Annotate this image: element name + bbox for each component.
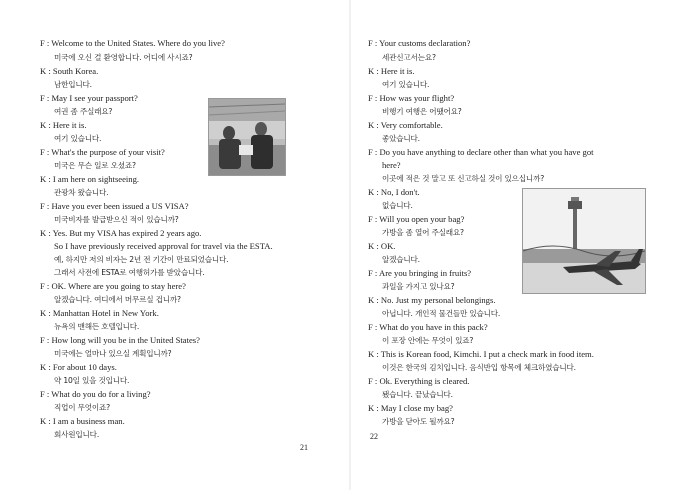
dialogue-line-english: K : OK. bbox=[368, 241, 396, 251]
dialogue-line-korean: 이곳에 적은 것 말고 또 신고하실 것이 있으십니까? bbox=[382, 174, 545, 183]
dialogue-line-korean: 여권 좀 주실래요? bbox=[54, 107, 113, 116]
airport-photo bbox=[522, 188, 646, 294]
dialogue-line-english: K : I am a business man. bbox=[40, 416, 125, 426]
dialogue-line-english: K : Here it is. bbox=[368, 66, 415, 76]
dialogue-line-english: K : No, I don't. bbox=[368, 187, 420, 197]
dialogue-line-korean: 약 10일 있을 것입니다. bbox=[54, 376, 130, 385]
dialogue-line-english: F : OK. Where are you going to stay here? bbox=[40, 281, 186, 291]
right-page bbox=[350, 0, 700, 490]
dialogue-line-korean: 관광차 왔습니다. bbox=[54, 188, 109, 197]
dialogue-line-korean: 좋았습니다. bbox=[382, 134, 420, 143]
dialogue-line-korean: 알겠습니다. 여디에서 머무르실 겁니까? bbox=[54, 295, 181, 304]
dialogue-line-english: K : Yes. But my VISA has expired 2 years ago. bbox=[40, 228, 202, 238]
dialogue-line-english: K : Manhattan Hotel in New York. bbox=[40, 308, 159, 318]
dialogue-line-english: F : How was your flight? bbox=[368, 93, 455, 103]
dialogue-line-korean: 비행기 여행은 어땠어요? bbox=[382, 107, 462, 116]
dialogue-line-korean: 회사원입니다. bbox=[54, 430, 100, 439]
dialogue-line-english: F : What do you do for a living? bbox=[40, 389, 151, 399]
page-number: 21 bbox=[300, 443, 308, 452]
dialogue-line-english: F : Do you have anything to declare other than what you have got bbox=[368, 147, 594, 157]
dialogue-line-korean: 됐습니다. 끝났습니다. bbox=[382, 390, 453, 399]
dialogue-line-english: F : What's the purpose of your visit? bbox=[40, 147, 165, 157]
dialogue-line-korean: 알겠습니다. bbox=[382, 255, 420, 264]
dialogue-line-korean: 미국비자를 발급받으신 적이 있습니까? bbox=[54, 215, 179, 224]
dialogue-line-english: F : Have you ever been issued a US VISA? bbox=[40, 201, 189, 211]
dialogue-line-korean: 아닙니다. 개인적 물건들만 있습니다. bbox=[382, 309, 501, 318]
dialogue-line-korean: 이것은 한국의 김치입니다. 음식반입 항목에 체크하였습니다. bbox=[382, 363, 576, 372]
dialogue-line-english: F : Ok. Everything is cleared. bbox=[368, 376, 470, 386]
dialogue-line-korean: 세관신고서는요? bbox=[382, 53, 436, 62]
dialogue-line-english: F : Your customs declaration? bbox=[368, 38, 471, 48]
dialogue-line-english: K : This is Korean food, Kimchi. I put a check mark in food item. bbox=[368, 349, 594, 359]
dialogue-line-english: K : No. Just my personal belongings. bbox=[368, 295, 496, 305]
dialogue-line-english: F : Will you open your bag? bbox=[368, 214, 465, 224]
dialogue-line-korean: 여기 있습니다. bbox=[54, 134, 102, 143]
dialogue-line-english: K : Very comfortable. bbox=[368, 120, 443, 130]
dialogue-line-english: F : Are you bringing in fruits? bbox=[368, 268, 472, 278]
dialogue-line-korean: 여기 있습니다. bbox=[382, 80, 430, 89]
dialogue-line-english: F : May I see your passport? bbox=[40, 93, 138, 103]
dialogue-line-korean: 직업이 무엇이죠? bbox=[54, 403, 110, 412]
dialogue-line-english: here? bbox=[382, 160, 401, 170]
dialogue-line-korean: 가방을 닫아도 될까요? bbox=[382, 417, 455, 426]
dialogue-line-korean: 이 포장 안에는 무엇이 있죠? bbox=[382, 336, 474, 345]
dialogue-line-english: So I have previously received approval for travel via the ESTA. bbox=[54, 241, 273, 251]
dialogue-line-korean: 남한입니다. bbox=[54, 80, 92, 89]
dialogue-line-english: K : South Korea. bbox=[40, 66, 99, 76]
dialogue-line-korean: 과일을 가지고 있나요? bbox=[382, 282, 455, 291]
dialogue-line-english: K : I am here on sightseeing. bbox=[40, 174, 140, 184]
dialogue-line-korean: 없습니다. bbox=[382, 201, 413, 210]
dialogue-line-english: K : May I close my bag? bbox=[368, 403, 453, 413]
dialogue-line-korean: 가방을 좀 열어 주실래요? bbox=[382, 228, 464, 237]
dialogue-line-korean: 뉴욕의 맨해든 호텔입니다. bbox=[54, 322, 140, 331]
dialogue-line-english: K : For about 10 days. bbox=[40, 362, 117, 372]
dialogue-line-korean: 미국에는 얼마나 있으실 계획입니까? bbox=[54, 349, 172, 358]
dialogue-line-korean: 그래서 사전에 ESTA로 여행허가를 받았습니다. bbox=[54, 268, 205, 277]
dialogue-line-korean: 예, 하지만 저의 비자는 2년 전 기간이 만료되었습니다. bbox=[54, 255, 229, 264]
dialogue-line-english: F : What do you have in this pack? bbox=[368, 322, 488, 332]
immigration-photo bbox=[208, 98, 286, 176]
page-number: 22 bbox=[370, 432, 378, 441]
dialogue-line-english: F : Welcome to the United States. Where do you live? bbox=[40, 38, 225, 48]
dialogue-line-english: K : Here it is. bbox=[40, 120, 87, 130]
dialogue-line-english: F : How long will you be in the United States? bbox=[40, 335, 200, 345]
dialogue-line-korean: 미국에 오신 걸 환영합니다. 어디에 사시죠? bbox=[54, 53, 193, 62]
dialogue-line-korean: 미국은 무슨 일로 오셨죠? bbox=[54, 161, 136, 170]
